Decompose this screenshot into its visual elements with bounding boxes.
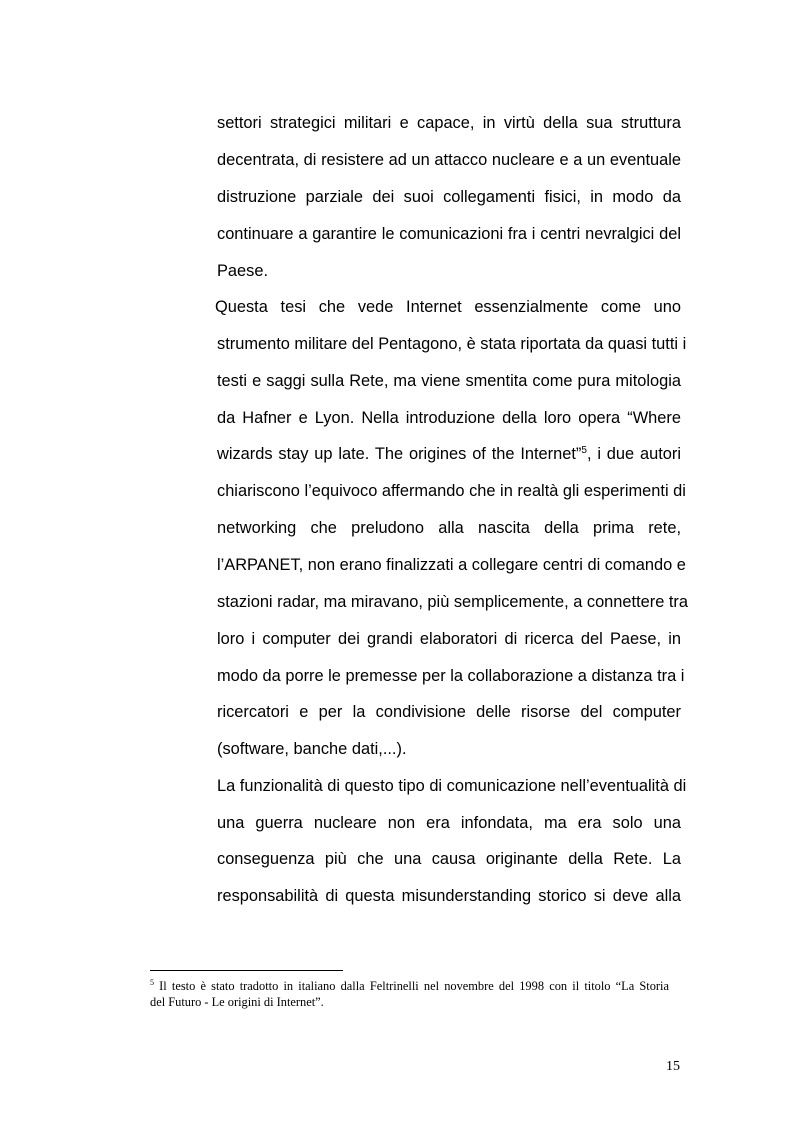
text-line: distruzione parziale dei suoi collegamenti fisici, in modo da xyxy=(217,188,681,206)
text-line: chiariscono l’equivoco affermando che in realtà gli esperimenti di xyxy=(217,482,686,500)
text-line: La funzionalità di questo tipo di comunicazione nell’eventualità di xyxy=(217,777,687,795)
text-line: una guerra nucleare non era infondata, ma era solo una xyxy=(217,814,681,832)
page-number: 15 xyxy=(666,1059,680,1074)
footnote-line xyxy=(150,978,669,994)
footnote-separator xyxy=(150,970,343,971)
text-line: da Hafner e Lyon. Nella introduzione della loro opera “Where xyxy=(217,409,681,427)
text-segment: wizards stay up late. The origines of the Internet” xyxy=(217,445,582,463)
text-line: loro i computer dei grandi elaboratori di ricerca del Paese, in xyxy=(217,630,681,648)
text-line: (software, banche dati,...). xyxy=(217,740,407,758)
text-line: decentrata, di resistere ad un attacco nucleare e a un eventuale xyxy=(217,151,681,169)
text-line: continuare a garantire le comunicazioni fra i centri nevralgici del xyxy=(217,225,681,243)
text-line: settori strategici militari e capace, in virtù della sua struttura xyxy=(217,114,681,132)
footnote-reference: 5 xyxy=(581,445,587,456)
text-segment: , i due autori xyxy=(586,445,681,463)
text-line: conseguenza più che una causa originante della Rete. La xyxy=(217,850,681,868)
text-line: stazioni radar, ma miravano, più semplicemente, a connettere tra xyxy=(217,593,689,611)
text-line: responsabilità di questa misunderstanding storico si deve alla xyxy=(217,887,681,905)
text-line: strumento militare del Pentagono, è stata riportata da quasi tutti i xyxy=(217,335,687,353)
text-line: Questa tesi che vede Internet essenzialmente come uno xyxy=(215,298,681,316)
text-line: Paese. xyxy=(217,262,269,280)
footnote-marker: 5 xyxy=(150,978,154,987)
text-line-with-footnote-ref xyxy=(217,444,681,464)
footnote-text: Il testo è stato tradotto in italiano dalla Feltrinelli nel novembre del 1998 con il titolo “La Storia xyxy=(154,979,669,993)
text-line: ricercatori e per la condivisione delle risorse del computer xyxy=(217,703,681,721)
text-line: modo da porre le premesse per la collaborazione a distanza tra i xyxy=(217,667,685,685)
footnote-line: del Futuro - Le origini di Internet”. xyxy=(150,995,324,1009)
text-line: networking che preludono alla nascita della prima rete, xyxy=(217,519,681,537)
text-line: l’ARPANET, non erano finalizzati a collegare centri di comando e xyxy=(217,556,686,574)
text-line: testi e saggi sulla Rete, ma viene smentita come pura mitologia xyxy=(217,372,681,390)
